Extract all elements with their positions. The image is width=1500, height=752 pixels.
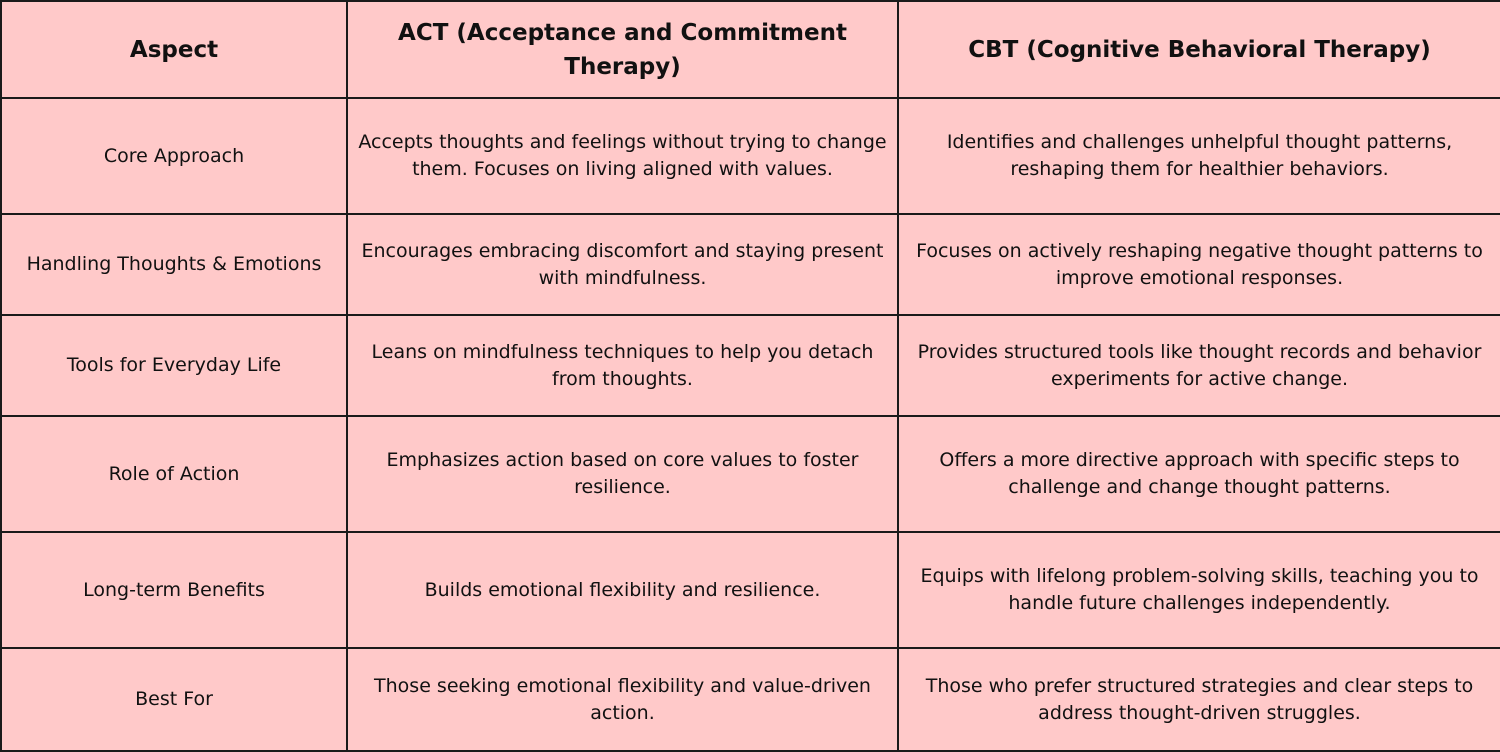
act-cell: Emphasizes action based on core values to foster resilience.: [347, 416, 898, 532]
table-row: [1, 648, 1500, 751]
header-act: ACT (Acceptance and Commitment Therapy): [347, 1, 898, 98]
cbt-cell: Offers a more directive approach with specific steps to challenge and change thought patterns.: [898, 416, 1500, 532]
aspect-cell: Handling Thoughts & Emotions: [1, 214, 347, 315]
act-cell: Builds emotional flexibility and resilience.: [347, 532, 898, 648]
aspect-cell: Role of Action: [1, 416, 347, 532]
table-row: [1, 416, 1500, 532]
cbt-cell: Those who prefer structured strategies and clear steps to address thought-driven struggles.: [898, 648, 1500, 751]
aspect-cell: Tools for Everyday Life: [1, 315, 347, 416]
act-cell: Accepts thoughts and feelings without trying to change them. Focuses on living aligned with values.: [347, 98, 898, 214]
cbt-cell: Focuses on actively reshaping negative thought patterns to improve emotional responses.: [898, 214, 1500, 315]
cbt-cell: Equips with lifelong problem-solving skills, teaching you to handle future challenges independently.: [898, 532, 1500, 648]
aspect-cell: Long-term Benefits: [1, 532, 347, 648]
header-aspect: Aspect: [1, 1, 347, 98]
table-row: [1, 214, 1500, 315]
table-row: [1, 98, 1500, 214]
act-cell: Encourages embracing discomfort and staying present with mindfulness.: [347, 214, 898, 315]
table-row: [1, 315, 1500, 416]
aspect-cell: Best For: [1, 648, 347, 751]
cbt-cell: Identifies and challenges unhelpful thought patterns, reshaping them for healthier behaviors.: [898, 98, 1500, 214]
act-cell: Those seeking emotional flexibility and value-driven action.: [347, 648, 898, 751]
table-row: [1, 532, 1500, 648]
header-row: [1, 1, 1500, 98]
header-cbt: CBT (Cognitive Behavioral Therapy): [898, 1, 1500, 98]
cbt-cell: Provides structured tools like thought records and behavior experiments for active change.: [898, 315, 1500, 416]
aspect-cell: Core Approach: [1, 98, 347, 214]
act-cell: Leans on mindfulness techniques to help you detach from thoughts.: [347, 315, 898, 416]
